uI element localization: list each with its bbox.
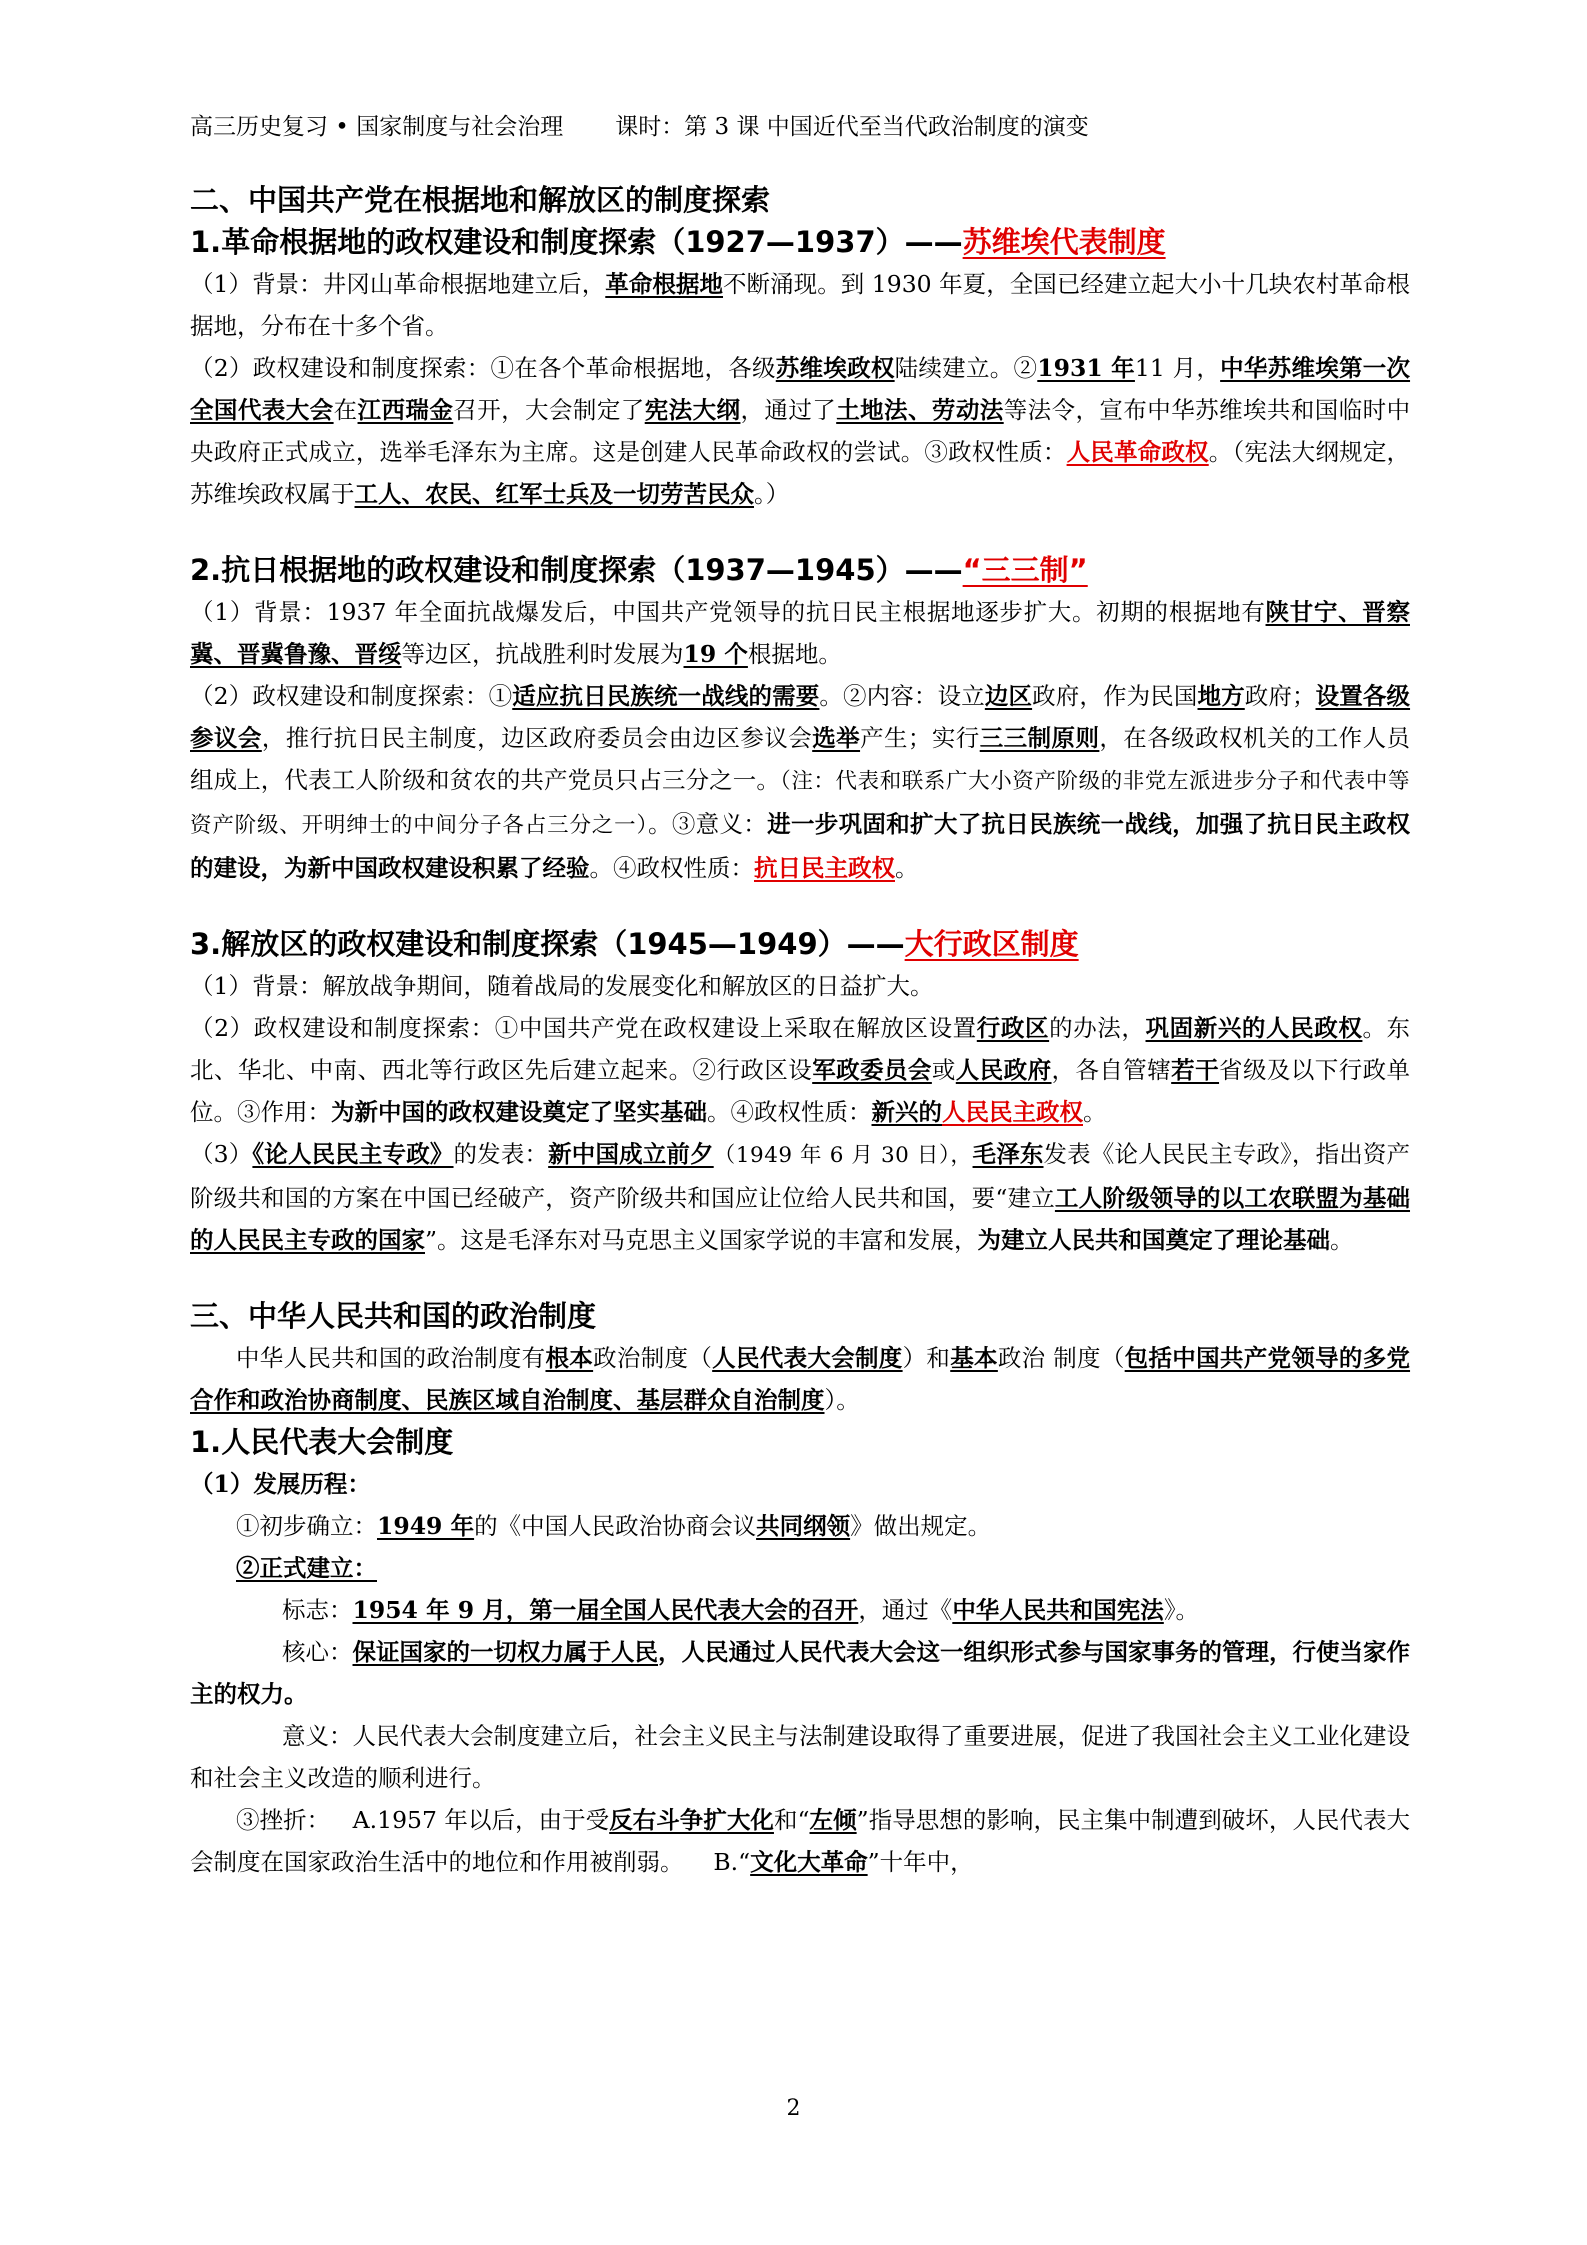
key-term-red: 抗日民主政权 [754, 854, 895, 882]
bold-text: ，人民通过人民代表大会这一组织形式参与国家事务的管理，行使当家作主的权力。 [190, 1638, 1410, 1708]
key-term: 行政区 [976, 1014, 1050, 1042]
text: 政府，作为民国 [1032, 682, 1198, 710]
key-term: ②正式建立： [236, 1554, 377, 1582]
text: 。 [1330, 1226, 1354, 1254]
key-term: 土地法、劳动法 [836, 396, 1004, 424]
s2-1-exploration [190, 347, 1410, 515]
key-term: 军政委员会 [812, 1056, 932, 1084]
text: ”。这是毛泽东对马克思主义国家学说的丰富和发展， [425, 1226, 978, 1254]
note-text: （1949 年 6 月 30 日）， [713, 1143, 973, 1168]
text: 。②内容：设立 [819, 682, 985, 710]
s2-3-exploration [190, 1007, 1410, 1133]
key-term: 江西瑞金 [357, 396, 454, 424]
text: ，推行抗日民主制度，边区政府委员会由边区参议会 [261, 724, 813, 752]
text: 。） [754, 480, 790, 508]
note-text: （注：代表和联系广大小资产阶级的非党左派进步分子和代表中等资产阶级、开明绅士的中间分子各占三分之一） [190, 769, 1410, 838]
page-header [190, 108, 1410, 141]
s2-2-background [190, 591, 1410, 675]
s3-1-title: 1.人民代表大会制度 [190, 1425, 454, 1459]
text: 政治 制度（ [997, 1344, 1125, 1372]
s2-2-title [190, 549, 1410, 591]
text: 的发表： [453, 1140, 549, 1168]
text: ”指导思想的影响，民主集中制遭到破坏，人民代表大会制度在国家政治生活中的地位和作用被削弱。 B.“ [190, 1806, 1411, 1876]
text: ③挫折： A.1957 年以后，由于受 [236, 1806, 610, 1834]
s3-item2-title [190, 1547, 1410, 1589]
text: 不断涌现。到 1930 年夏，全国已经建立起大小十几块农村革命根据地，分布在十多个省。 [190, 270, 1411, 340]
text: 等边区，抗战胜利时发展为 [401, 640, 684, 668]
key-term: 毛泽东 [972, 1140, 1044, 1168]
text: （3） [190, 1140, 253, 1168]
s2-1-background [190, 263, 1410, 347]
text: （2）政权建设和制度探索：①在各个革命根据地，各级 [190, 354, 776, 382]
key-term: 巩固新兴的人民政权 [1145, 1014, 1363, 1042]
key-term: 19 个 [683, 640, 748, 668]
text: 政治制度（ [593, 1344, 713, 1372]
text: 》。 [1163, 1596, 1200, 1624]
text: 中华人民共和国的政治制度有 [236, 1344, 546, 1372]
key-term: 中华人民共和国宪法 [952, 1596, 1164, 1624]
text: 的《中国人民政治协商会议 [474, 1512, 757, 1540]
key-term: 人民政府 [955, 1056, 1052, 1084]
key-term: 工人阶级领导的以工农联盟为基础的人民民主专政的国家 [190, 1184, 1411, 1254]
text: 产生；实行 [860, 724, 980, 752]
key-term: 共同纲领 [756, 1512, 851, 1540]
s3-mark [190, 1589, 1410, 1631]
s2-1-title-text: 1.革命根据地的政权建设和制度探索（1927—1937）—— [190, 225, 963, 259]
s2-3-title-text: 3.解放区的政权建设和制度探索（1945—1949）—— [190, 927, 905, 961]
s2-3-title-key: 大行政区制度 [904, 927, 1079, 961]
text: 在 [333, 396, 358, 424]
key-term: 地方 [1197, 682, 1245, 710]
text: （2）政权建设和制度探索：① [190, 682, 513, 710]
text: 根据地。 [747, 640, 842, 668]
section-3-title: 三、中华人民共和国的政治制度 [190, 1299, 597, 1333]
text: ①初步确立： [236, 1512, 377, 1540]
text: 和“ [773, 1806, 810, 1834]
text: ，通过《 [858, 1596, 953, 1624]
text: 召开，大会制定了 [453, 396, 645, 424]
key-term: 若干 [1171, 1056, 1220, 1084]
text: 。③意义： [648, 810, 768, 838]
key-term: 宪法大纲 [644, 396, 741, 424]
text: ）和 [902, 1344, 951, 1372]
text: 。 [895, 854, 919, 882]
s3-meaning: 意义：人民代表大会制度建立后，社会主义民主与法制建设取得了重要进展，促进了我国社会主义工业化建设和社会主义改造的顺利进行。 [190, 1722, 1410, 1792]
text: （2）政权建设和制度探索：①中国共产党在政权建设上采取在解放区设置 [190, 1014, 977, 1042]
s2-2-title-text: 2.抗日根据地的政权建设和制度探索（1937—1945）—— [190, 553, 963, 587]
text: 发表《论人民民主专政》，指出资产阶级共和国的方案在中国已经破产，资产阶级共和国应让位给人民共和国，要“建立 [190, 1140, 1411, 1212]
text: ，通过了 [740, 396, 837, 424]
document-page [190, 108, 1410, 1883]
s3-core [190, 1631, 1410, 1715]
header-course: 高三历史复习 • 国家制度与社会治理 [190, 114, 564, 140]
text: 。东北、华北、中南、西北等行政区先后建立起来。②行政区设 [190, 1014, 1411, 1084]
bold-text: 为建立人民共和国奠定了理论基础 [977, 1226, 1331, 1254]
s2-3-background: （1）背景：解放战争期间，随着战局的发展变化和解放区的日益扩大。 [190, 972, 934, 1000]
key-term: 根本 [545, 1344, 594, 1372]
key-term: 适应抗日民族统一战线的需要 [512, 682, 820, 710]
key-term: 1954 年 9 月，第一届全国人民代表大会的召开 [352, 1596, 859, 1624]
s2-2-title-key: “三三制” [962, 553, 1088, 587]
s3-item3 [190, 1799, 1410, 1883]
text: 11 月， [1134, 354, 1221, 382]
key-term: 包括中国共产党领导的多党合作和政治协商制度、民族区域自治制度、基层群众自治制度 [190, 1344, 1411, 1414]
text: 。④政权性质： [707, 1098, 872, 1126]
text: 的办法， [1049, 1014, 1146, 1042]
s3-item1 [190, 1505, 1410, 1547]
key-term: 基本 [950, 1344, 998, 1372]
text: 》做出规定。 [850, 1512, 992, 1540]
text: 省级及以下行政单位。③作用： [190, 1056, 1411, 1126]
key-term: 人民代表大会制度 [712, 1344, 903, 1372]
s2-3-title [190, 923, 1410, 965]
bold-text: 进一步巩固和扩大了抗日民族统一战线，加强了抗日民主政权的建设，为新中国政权建设积累了经验 [190, 810, 1410, 882]
text: 。（宪法大纲规定，苏维埃政权属于 [190, 438, 1411, 508]
text: 。④政权性质： [589, 854, 754, 882]
s2-3-essay [190, 1133, 1410, 1261]
key-term: 工人、农民、红军士兵及一切劳苦民众 [354, 480, 754, 508]
key-term: 设置各级参议会 [190, 682, 1411, 752]
key-term: 革命根据地 [605, 270, 724, 298]
key-term: 1931 年 [1037, 354, 1135, 382]
key-term: 中华苏维埃第一次全国代表大会 [190, 354, 1411, 424]
page-number: 2 [786, 2096, 801, 2121]
s3-dev-title: （1）发展历程： [190, 1470, 371, 1498]
text: 陆续建立。② [894, 354, 1038, 382]
text: 标志： [282, 1596, 353, 1624]
key-term: 新中国成立前夕 [548, 1140, 714, 1168]
key-term: 新兴的 [871, 1098, 942, 1126]
s2-2-exploration [190, 675, 1410, 889]
s2-1-title [190, 221, 1410, 263]
key-term: 边区 [984, 682, 1033, 710]
key-term: 左倾 [809, 1806, 857, 1834]
key-term: 三三制原则 [979, 724, 1100, 752]
header-lesson: 课时：第 3 课 中国近代至当代政治制度的演变 [615, 114, 1089, 140]
section-2-title: 二、中国共产党在根据地和解放区的制度探索 [190, 183, 771, 217]
text: ”十年中， [867, 1848, 974, 1876]
key-term: 选举 [812, 724, 861, 752]
key-term: 陕甘宁、晋察冀、晋冀鲁豫、晋绥 [190, 598, 1410, 668]
text: （1）背景：1937 年全面抗战爆发后，中国共产党领导的抗日民主根据地逐步扩大。初期的根据地有 [190, 598, 1266, 626]
key-term-red: 人民革命政权 [1066, 438, 1209, 466]
bold-text: 为新中国的政权建设奠定了坚实基础 [331, 1098, 707, 1126]
text: ）。 [824, 1386, 860, 1414]
text: ，各自管辖 [1051, 1056, 1172, 1084]
text: 或 [931, 1056, 956, 1084]
key-term: 文化大革命 [750, 1848, 868, 1876]
key-term: 苏维埃政权 [775, 354, 895, 382]
text: 等法令，宣布中华苏维埃共和国临时中央政府正式成立，选举毛泽东为主席。这是创建人民革命政权的尝试。③政权性质： [190, 396, 1411, 466]
text: ，在各级政权机关的工作人员组成上，代表工人阶级和贫农的共产党员只占三分之一。 [190, 724, 1411, 794]
key-term: 反右斗争扩大化 [609, 1806, 774, 1834]
text: 核心： [282, 1638, 353, 1666]
s2-1-title-key: 苏维埃代表制度 [962, 225, 1166, 259]
text: （1）背景：井冈山革命根据地建立后， [190, 270, 606, 298]
text: 。 [1083, 1098, 1107, 1126]
key-term-red: 人民民主政权 [942, 1098, 1083, 1126]
key-term: 《论人民民主专政》 [252, 1140, 454, 1168]
s3-intro [190, 1337, 1410, 1421]
text: 政府； [1244, 682, 1316, 710]
key-term: 1949 年 [377, 1512, 475, 1540]
key-term: 保证国家的一切权力属于人民 [352, 1638, 658, 1666]
